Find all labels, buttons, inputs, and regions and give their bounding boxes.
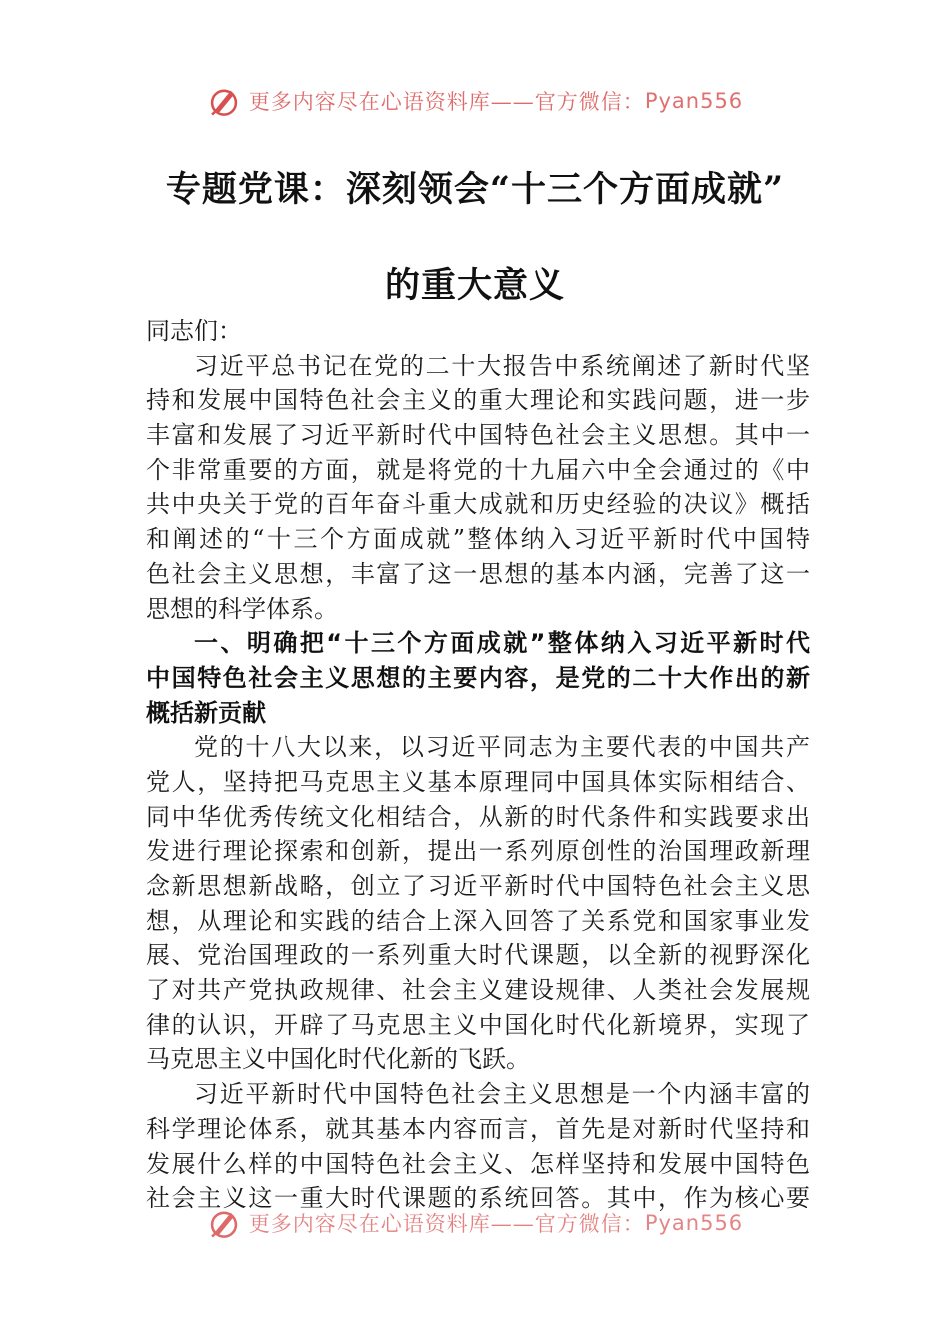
- watermark-wechat-id: Pyan556: [644, 1211, 744, 1235]
- text-line: 共中央关于党的百年奋斗重大成就和历史经验的决议》概括: [146, 490, 810, 519]
- greeting: 同志们：: [146, 317, 242, 345]
- pen-logo-icon: [207, 84, 241, 118]
- text-line: 习近平总书记在党的二十大报告中系统阐述了新时代坚: [194, 351, 810, 380]
- text-line: 和阐述的“十三个方面成就”整体纳入习近平新时代中国特: [146, 525, 810, 554]
- text-line: 个非常重要的方面，就是将党的十九届六中全会通过的《中: [146, 455, 810, 484]
- text-line: 展、党治国理政的一系列重大时代课题，以全新的视野深化: [146, 941, 810, 970]
- text-line: 社会主义这一重大时代课题的系统回答。其中，作为核心要: [146, 1184, 810, 1213]
- text-line: 发展什么样的中国特色社会主义、怎样坚持和发展中国特色: [146, 1149, 810, 1178]
- text-line: 发进行理论探索和创新，提出一系列原创性的治国理政新理: [146, 837, 810, 866]
- watermark-text: 更多内容尽在心语资料库——官方微信：: [248, 1212, 645, 1236]
- text-line: 持和发展中国特色社会主义的重大理论和实践问题，进一步: [146, 386, 810, 415]
- text-line: 科学理论体系，就其基本内容而言，首先是对新时代坚持和: [146, 1114, 810, 1143]
- paragraph-2: [146, 730, 810, 1077]
- text-line: 念新思想新战略，创立了习近平新时代中国特色社会主义思: [146, 872, 810, 900]
- text-line: 丰富和发展了习近平新时代中国特色社会主义思想。其中一: [146, 421, 810, 450]
- heading-line: 概括新贡献: [146, 698, 266, 727]
- text-line: 马克思主义中国化时代化新的飞跃。: [146, 1045, 530, 1074]
- document-body: [146, 314, 810, 1216]
- text-line: 党人，坚持把马克思主义基本原理同中国具体实际相结合、: [146, 767, 810, 796]
- document-title-line-2: 的重大意义: [384, 265, 565, 306]
- heading-line: 中国特色社会主义思想的主要内容，是党的二十大作出的新: [146, 663, 810, 692]
- text-line: 律的认识，开辟了马克思主义中国化时代化新境界，实现了: [146, 1010, 810, 1039]
- text-line: 想，从理论和实践的结合上深入回答了关系党和国家事业发: [146, 906, 810, 935]
- section-heading-1: [146, 626, 810, 730]
- text-line: 党的十八大以来，以习近平同志为主要代表的中国共产: [194, 733, 810, 762]
- footer-watermark: [0, 1206, 950, 1240]
- header-watermark: [0, 84, 950, 118]
- pen-logo-icon: [207, 1206, 241, 1240]
- heading-line: 一、明确把“十三个方面成就”整体纳入习近平新时代: [194, 629, 810, 658]
- text-line: 同中华优秀传统文化相结合，从新的时代条件和实践要求出: [146, 802, 810, 831]
- paragraph-3: [146, 1077, 810, 1216]
- watermark-wechat-id: Pyan556: [644, 89, 744, 113]
- paragraph-1: [146, 349, 810, 627]
- text-line: 了对共产党执政规律、社会主义建设规律、人类社会发展规: [146, 976, 810, 1005]
- document-title-line-1: 专题党课：深刻领会“十三个方面成就”: [165, 169, 785, 210]
- watermark-text: 更多内容尽在心语资料库——官方微信：: [248, 90, 645, 114]
- text-line: 习近平新时代中国特色社会主义思想是一个内涵丰富的: [194, 1080, 810, 1109]
- text-line: 色社会主义思想，丰富了这一思想的基本内涵，完善了这一: [146, 559, 810, 588]
- text-line: 思想的科学体系。: [146, 594, 338, 623]
